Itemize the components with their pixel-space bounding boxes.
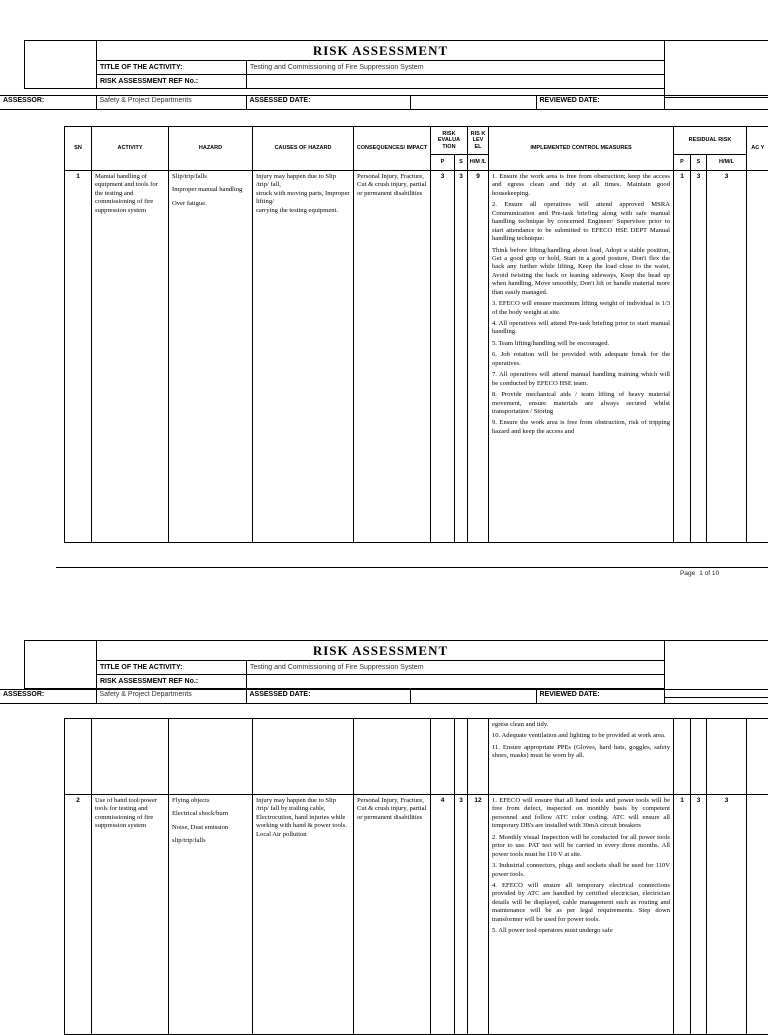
ref-no-value	[247, 75, 665, 89]
col-action-cut: AC Y	[747, 127, 768, 171]
assessed-date-label: ASSESSED DATE:	[246, 96, 410, 110]
cause-line: Injury may happen due to Slip /trip/ fall,	[256, 173, 350, 190]
col-residual-hml: H/M/L	[707, 155, 747, 171]
col-p: P	[431, 155, 455, 171]
hazard-item: slip/trip/falls	[172, 837, 249, 845]
row-consequences: Personal Injury, Fracture, Cut & crush injury, partial or permanent disabilities	[354, 171, 431, 543]
col-residual-risk: RESIDUAL RISK	[674, 127, 747, 155]
cont-level	[468, 719, 489, 795]
footer-divider	[56, 567, 768, 568]
document-title: RISK ASSESSMENT	[97, 41, 665, 61]
cont-action	[747, 719, 768, 795]
cont-activity	[92, 719, 169, 795]
hazard-item: Over fatigue.	[172, 200, 249, 208]
row-residual-s: 3	[691, 795, 707, 1035]
control-item: 10. Adequate ventilation and lighting to be provided at work area.	[492, 732, 670, 740]
row-s: 3	[455, 795, 468, 1035]
hazard-item: Noise, Dust emission	[172, 824, 249, 832]
row-controls	[489, 171, 674, 543]
cont-causes	[253, 719, 354, 795]
cont-sn	[65, 719, 92, 795]
row-residual-s: 3	[691, 171, 707, 543]
cont-residual-p	[674, 719, 691, 795]
cause-line: carrying the testing equipment.	[256, 207, 350, 215]
assessor-value: Safety & Project Departments	[96, 96, 246, 110]
row-level: 9	[468, 171, 489, 543]
row-residual-level: 3	[707, 171, 747, 543]
col-hazard: HAZARD	[169, 127, 253, 171]
cont-s	[455, 719, 468, 795]
col-sn: SN	[65, 127, 92, 171]
assessor-label: ASSESSOR:	[0, 96, 96, 110]
hazard-item: Electrical shock/burn	[172, 810, 249, 818]
hazard-item: Flying objects	[172, 797, 249, 805]
risk-table-page-1	[64, 126, 768, 543]
control-item: 5. Team lifting/handling will be encouraged.	[492, 340, 670, 348]
row-level: 12	[468, 795, 489, 1035]
assessor-row	[0, 689, 768, 704]
header-blank-cell	[25, 41, 97, 89]
header-table	[24, 40, 665, 89]
activity-title-value: Testing and Commissioning of Fire Suppression System	[247, 661, 665, 675]
assessor-value: Safety & Project Departments	[96, 690, 246, 704]
row-controls	[489, 795, 674, 1035]
assessor-label: ASSESSOR:	[0, 690, 96, 704]
cont-p	[431, 719, 455, 795]
cont-controls	[489, 719, 674, 795]
ref-no-label: RISK ASSESSMENT REF No.:	[97, 675, 247, 689]
row-activity: Use of hand tool/power tools for testing and commissioning of fire suppression system	[92, 795, 169, 1035]
reviewed-date-label: REVIEWED DATE:	[536, 96, 664, 110]
control-item: 3. EFECO will ensure maximum lifting weight of individual is 1/3 of the body weight at site.	[492, 300, 670, 317]
control-item: 1. EFECO will ensure that all hand tools and power tools will be free from defect, inspected on monthly basis by competent personnel and follow ATC color coding. ATC will ensure all temporary DB's are installed with 30mA circuit breakers	[492, 797, 670, 831]
control-item: Think before lifting/handling about load, Adopt a stable position, Get a good grip or hold, Start in a good posture, Don't flex the back any further while lifting, Keep the load close to the waist, Avoid twisting the back or leaning sideways, Keep the head up when handling, Move smoothly, Don't lift or handle material more than easily managed.	[492, 247, 670, 298]
ref-no-label: RISK ASSESSMENT REF No.:	[97, 75, 247, 89]
assessed-date-value	[410, 96, 536, 110]
row-sn: 2	[65, 795, 92, 1035]
control-item: egress clean and tidy.	[492, 721, 670, 729]
col-control-measures: IMPLEMENTED CONTROL MEASURES	[489, 127, 674, 171]
cont-hazard	[169, 719, 253, 795]
page-number	[680, 570, 723, 577]
control-item: 4. All operatives will attend Pre-task briefing prior to start manual handling.	[492, 320, 670, 337]
col-hml: H/M /L	[468, 155, 489, 171]
cont-consequences	[354, 719, 431, 795]
control-item: 5. All power tool operators must undergo safe	[492, 927, 670, 935]
row-causes	[253, 171, 354, 543]
col-causes: CAUSES OF HAZARD	[253, 127, 354, 171]
cont-residual-level	[707, 719, 747, 795]
header-right-blank	[664, 40, 768, 98]
table-row-continued	[65, 719, 768, 795]
row-sn: 1	[65, 171, 92, 543]
control-item: 1. Ensure the work area is free from obstruction; keep the access and egress clean and tidy at all times. Maintain good housekeeping.	[492, 173, 670, 198]
cont-residual-s	[691, 719, 707, 795]
col-risk-level: RIS K LEV EL	[468, 127, 489, 155]
row-action	[747, 795, 768, 1035]
col-risk-evaluation: RISK EVALUA TION	[431, 127, 468, 155]
col-activity: ACTIVITY	[92, 127, 169, 171]
row-s: 3	[455, 171, 468, 543]
control-item: 9. Ensure the work area is free from obstruction, risk of tripping hazard and keep the access and	[492, 419, 670, 436]
page-label: Page	[680, 570, 695, 577]
row-activity: Manual handling of equipment and tools for the testing and commissioning of fire suppression system	[92, 171, 169, 543]
row-hazards	[169, 171, 253, 543]
table-row	[65, 795, 768, 1035]
header-blank-cell	[25, 641, 97, 689]
activity-title-value: Testing and Commissioning of Fire Suppression System	[247, 61, 665, 75]
reviewed-date-label: REVIEWED DATE:	[536, 690, 664, 704]
ref-no-value	[247, 675, 665, 689]
row-causes: Injury may happen due to Slip /trip/ fall by trailing cable, Electrocution, hand injuries while working with hand & power tools. Local Air pollution	[253, 795, 354, 1035]
reviewed-date-value	[664, 96, 768, 110]
hazard-item: Slip/trip/falls	[172, 173, 249, 181]
control-item: 11. Ensure appropriate PPEs (Gloves, hard hats, goggles, safety shoes, masks) must be worn by all.	[492, 744, 670, 761]
header-table	[24, 640, 665, 689]
row-p: 3	[431, 171, 455, 543]
activity-title-label: TITLE OF THE ACTIVITY:	[97, 61, 247, 75]
reviewed-date-value	[664, 690, 768, 704]
hazard-item: Improper manual handling	[172, 186, 249, 194]
control-item: 7. All operatives will attend manual handling training which will be conducted by EFECO HSE team.	[492, 371, 670, 388]
row-action	[747, 171, 768, 543]
row-consequences: Personal Injury, Fracture, Cut & crush injury, partial or permanent disabilities	[354, 795, 431, 1035]
col-residual-p: P	[674, 155, 691, 171]
control-item: 4. EFECO will ensure all temporary electrical connections provided by ATC are handled by certified electrician, electrician details will be displayed, cable management such as routing and maintenance will be as per legal requirements. Step down transformer will be used for power tools.	[492, 882, 670, 924]
assessed-date-value	[410, 690, 536, 704]
control-item: 8. Provide mechanical aids / team lifting of heavy material movement, ensure materials are always secured whilst transportation / Storing	[492, 391, 670, 416]
row-residual-p: 1	[674, 795, 691, 1035]
control-item: 3. Industrial connectors, plugs and sockets shall be used for 110V power tools.	[492, 862, 670, 879]
assessed-date-label: ASSESSED DATE:	[246, 690, 410, 704]
document-title: RISK ASSESSMENT	[97, 641, 665, 661]
col-s: S	[455, 155, 468, 171]
assessor-row	[0, 95, 768, 110]
activity-title-label: TITLE OF THE ACTIVITY:	[97, 661, 247, 675]
cause-line: struck with moving parts, Improper lifting/	[256, 190, 350, 207]
row-residual-level: 3	[707, 795, 747, 1035]
row-residual-p: 1	[674, 171, 691, 543]
row-p: 4	[431, 795, 455, 1035]
col-consequences: CONSEQUENCES/ IMPACT	[354, 127, 431, 171]
control-item: 6. Job rotation will be provided with adequate break for the operatives.	[492, 351, 670, 368]
table-row	[65, 171, 768, 543]
row-hazards	[169, 795, 253, 1035]
control-item: 2. Ensure all operatives will attend approved MSRA Communication and Pre-task briefing along with safe manual handling technique by concerned Engineer/ Supervisor prior to start attendance to be submitted to EFECO HSE DEPT Manual handling technique:	[492, 201, 670, 243]
control-item: 2. Monthly visual Inspection will be conducted for all power tools prior to use. PAT test will be carried in every three months. All power tools must be 110 V at site.	[492, 834, 670, 859]
col-residual-s: S	[691, 155, 707, 171]
risk-table-page-2	[64, 718, 768, 1035]
page-count: 1 of 10	[699, 570, 719, 577]
